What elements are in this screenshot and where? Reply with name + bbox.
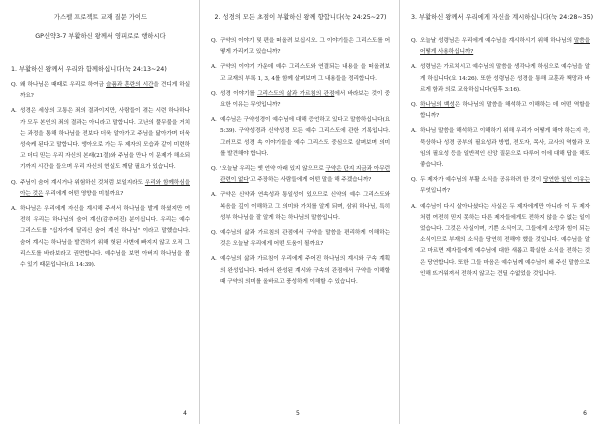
question-label: Q. <box>411 38 417 44</box>
guide-title: 가스펠 프로젝트 교재 질문 가이드 <box>53 14 148 21</box>
page-number: 5 <box>296 410 300 417</box>
underlined-phrase: 하나님의 백성 <box>420 102 455 109</box>
answer: A. 구약의 이야기 가운데 예수 그리스도와 연결되는 내용을 을 떠올려보고 교재의 부록 1, 3, 4를 함께 살펴보며 그 내용들을 정리합니다. <box>211 64 390 82</box>
section-heading: 3. 부활하신 왕께서 우리에게 자신을 계시하십니다(눅 24:28~35) <box>411 14 594 21</box>
question-label: Q. <box>211 90 217 97</box>
question: Q. 주님이 숨어 계시거나 위험하신 것처럼 보일지라도 우리와 함께하심을 아는 것은 우리에게 어떤 영향을 미칠까요? <box>11 179 190 197</box>
answer: A. 구약은 신약과 연속성과 통일성이 있으므로 신약의 예수 그리스도와 복음을 깊이 이해하고 그 의미와 가치를 알게 되며, 삼위 하나님, 특히 성부 하나님을 잘 알게 하는 하나님의 말씀입니다. <box>211 192 390 221</box>
answer-label: A. <box>411 203 417 210</box>
answer: A. 예수님은 구약성경이 예수님에 대해 증언하고 있다고 말씀하십니다(요 5:39). 구약성경과 신약성경 모든 예수 그리스도에 관한 기록입니다. 그러므로 성경 속 이야기들을 예수 그리스도 중심으로 살펴보며 의미를 발견해야 합니다. <box>211 117 390 157</box>
underlined-phrase: 우리와 함께하심을 아는 것은 <box>20 179 190 197</box>
question: Q. 하나님의 백성은 하나님의 말씀을 해석하고 이해하는 데 어떤 역할을 합니까? <box>411 102 590 120</box>
answer: A. 예수님의 삶과 가르침이 우리에게 주어진 하나님의 계시와 구속 계획의 완성입니다. 따라서 완성된 계시와 구속의 관점에서 구약을 이해할 때 구약의 의미를 올바르고 풍성하게 이해할 수 있습니다. <box>211 256 390 285</box>
question: Q. 구약의 이야기 및 편을 떠올려 보십시오. 그 이야기들은 그리스도를 어떻게 가리키고 있습니까? <box>211 38 390 56</box>
question: Q. 오늘날 성령님은 우리에게 예수님을 계시하시기 위해 하나님의 말씀을 어떻게 사용하십니까? <box>411 38 590 56</box>
answer-label: A. <box>211 256 217 263</box>
page-number: 6 <box>583 410 587 417</box>
question-label: Q. <box>211 166 217 173</box>
question: Q. 두 제자가 예수님의 부활 소식을 공유하려 한 것이 당연한 일인 이유는 무엇입니까? <box>411 177 590 195</box>
underlined-phrase: 말씀을 어떻게 사용하십니까? <box>420 38 590 56</box>
underlined-phrase: 당연한 일인 이유는 <box>543 177 590 184</box>
answer-label: A. <box>11 108 17 115</box>
answer-label: A. <box>411 128 417 135</box>
question: Q. '오늘날 우리는 옛 언약 아래 있지 않으므로 구약은 단지 지금과 아무런 관련이 없다'고 주장하는 사람들에게 어떤 말을 해 주겠습니까? <box>211 166 390 184</box>
question: Q. 예수님의 삶과 가르침의 관점에서 구약을 말씀을 편리하게 이해하는 것은 오늘날 우리에게 어떤 도움이 될까요? <box>211 230 390 248</box>
answer-label: A. <box>11 206 17 213</box>
section-heading: 1. 부활하신 왕께서 우리와 함께하십니다(눅 24:13~24) <box>11 66 167 73</box>
page-number: 4 <box>183 410 187 417</box>
answer: A. 예수님이 다시 살아나셨다는 사실은 두 제자에게만 아니라 이 두 제자처럼 여전히 믿지 못하는 다른 제자들에게도 전하지 않을 수 없는 일이었습니다. 그것은 사실이며, 기쁜 소식이고, 그들에게 소망과 힘이 되는 소식이므로 부재의 소식을 당연히 전해야 했을 것입니다. 예수님을 알고 마르면 제자들에게 예수님에 대한 새롭고 확실한 소식을 전하는 것은 당연합니다. 또한 그들 마음은 예수님께 예수님이 왜 주신 말씀으로 인해 뜨거워져서 전하지 않고는 견딜 수없었을 것입니다. <box>411 203 590 277</box>
page-6 <box>400 0 599 424</box>
answer: A. 성경은 세상의 고통은 죄의 결과이지만, 사람들이 겪는 시련 하나하나가 모두 본인의 죄의 결과는 아니라고 말합니다. 고난의 풀무불을 거치는 과정을 통해 하나님을 전보다 더욱 알아가고 주님을 닮아가며 더욱 성숙케 된다고 말합니다. 앵아오로 가는 두 제자의 모습과 같이 미련하고 더디 믿는 우리 자신의 본래(21절)와 주님을 만나 이 문제가 해소되기까지 시간을 들으며 우리 자신의 현실도 깨달 필요가 있습니다. <box>11 108 190 171</box>
underlined-phrase: 구약은 단지 지금과 아무런 관련이 없다 <box>220 166 390 184</box>
answer: A. 하나님 말씀을 해석하고 이해하기 위해 우리가 어떻게 해야 하는지 즉, 묵상하나 성경 공부의 필요성과 방법, 전도자, 목사, 교사의 역할과 모임의 필요성 등을 일반적인 신앙 질문으로 다루어 이에 대해 답을 해도 좋습니다. <box>411 128 590 169</box>
lesson-subtitle: GP신약3-7 부활하신 왕께서 영피로로 행하시다 <box>35 33 166 40</box>
question: Q. 왜 하나님은 때때로 우리로 하여금 슬픔과 혼란의 시간을 견디게 하실까요? <box>11 82 190 100</box>
answer: A. 성령님은 가르치시고 예수님의 말씀을 생각나게 하심으로 예수님을 알게 하십니다(요 14:26). 또한 성령님은 성경을 통해 교훈과 책망과 바르게 함과 의로 교육하십니다(딤후 3:16). <box>411 64 590 93</box>
answer-label: A. <box>211 192 217 199</box>
underlined-phrase: 그리스도의 삶과 가르침의 관점 <box>257 90 335 97</box>
page-4 <box>0 0 199 424</box>
question-label: Q. <box>11 82 17 88</box>
question-label: Q. <box>211 230 217 237</box>
question-label: Q. <box>211 38 217 44</box>
underlined-phrase: 슬픔과 혼란의 시간 <box>106 82 154 88</box>
question-label: Q. <box>11 179 17 186</box>
page-5 <box>200 0 399 424</box>
answer-label: A. <box>211 117 217 124</box>
question: Q. 성경 이야기를 그리스도의 삶과 가르침의 관점에서 바라보는 것이 중요한 이유는 무엇입니까? <box>211 90 391 109</box>
answer-label: A. <box>211 64 217 71</box>
question-label: Q. <box>411 102 417 109</box>
answer-label: A. <box>411 64 417 71</box>
section-heading: 2. 성경의 모든 초점이 부활하신 왕께 향합니다(눅 24:25~27) <box>214 14 387 21</box>
answer: A. 하나님은 우리에게 자신을 계시해 주셔서 하나님을 발게 하셨지만 여전히 우리는 하나님의 숨어 계신(감추어진) 분이십니다. 우리는 예수 그리스도를 "십자가에 달리신 숨어 계신 하나님" 이라고 말했습니다. 숨어 계시는 하나님을 발견하기 위해 헛된 사변에 빠지지 않고 오직 그리스도를 바라보라고 권면합니다. 예수님을 보면 아버지 하나님을 볼 수 있기 때문입니다(요 14:39). <box>11 206 190 269</box>
question-label: Q. <box>411 177 417 184</box>
